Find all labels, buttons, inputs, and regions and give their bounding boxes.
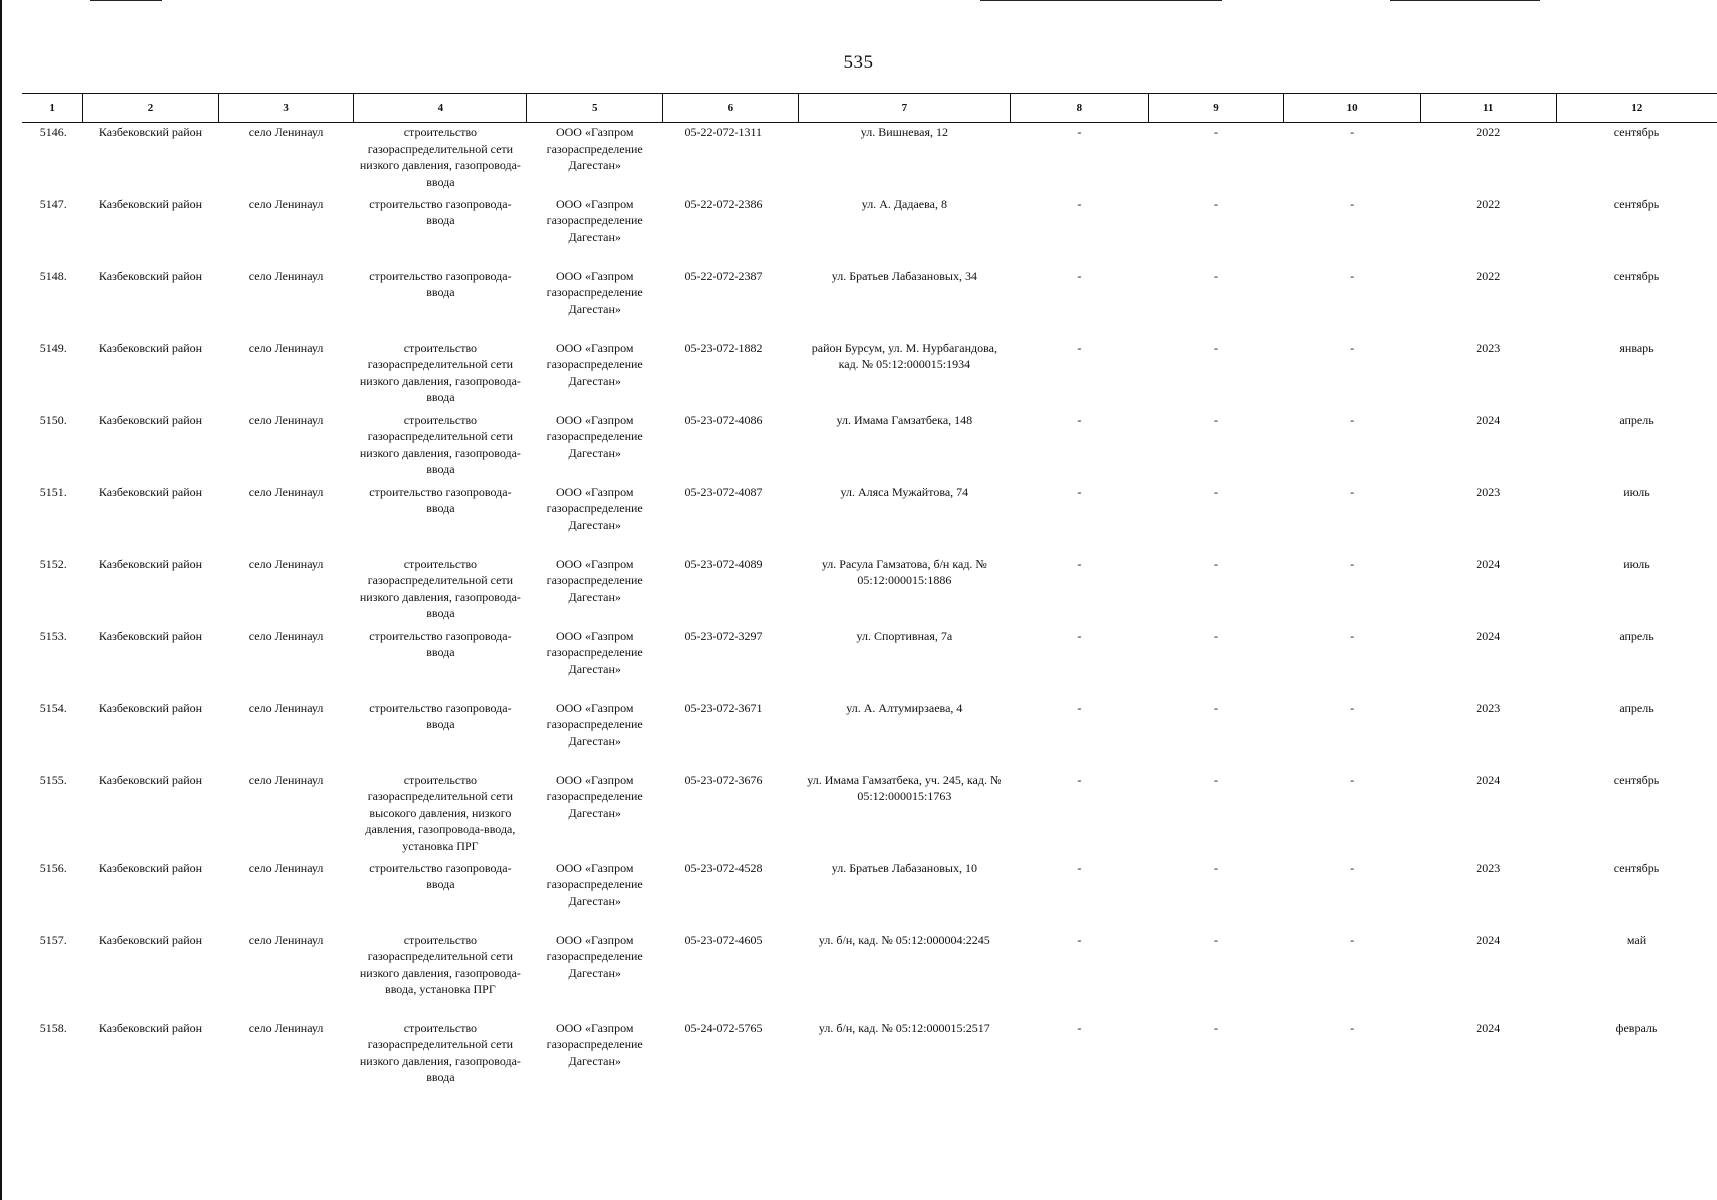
month-cell: июль (1623, 556, 1650, 571)
district-cell: Казбековский район (98, 484, 203, 499)
year-cell: 2024 (1476, 772, 1501, 787)
settlement-cell: село Ленинаул (248, 932, 324, 947)
column-header-7: 7 (798, 94, 1011, 123)
address-cell: район Бурсум, ул. М. Нурбагандова, кад. № 05:12:000015:1934 (811, 340, 997, 371)
settlement-cell: село Ленинаул (248, 772, 324, 787)
table-row (22, 699, 1717, 771)
row-number: 5158. (39, 1020, 67, 1035)
month-cell: сентябрь (1613, 860, 1660, 875)
table-row (22, 859, 1717, 931)
column-header-11: 11 (1420, 94, 1556, 123)
object-code-cell: 05-23-072-4605 (684, 932, 763, 947)
col10-cell: - (1350, 860, 1355, 875)
organization-cell: ООО «Газпром газораспределение Дагестан» (546, 340, 643, 388)
column-header-1: 1 (22, 94, 83, 123)
object-code-cell: 05-23-072-3297 (684, 628, 763, 643)
settlement-cell: село Ленинаул (248, 125, 324, 139)
object-code-cell: 05-22-072-2386 (684, 196, 763, 211)
col8-cell: - (1077, 196, 1082, 211)
scan-artifact-line (980, 0, 1222, 1)
col8-cell: - (1077, 556, 1082, 571)
settlement-cell: село Ленинаул (248, 196, 324, 211)
col10-cell: - (1350, 700, 1355, 715)
work-type-cell: строительство газопровода-ввода (369, 196, 512, 227)
col8-cell: - (1077, 932, 1082, 947)
year-cell: 2022 (1476, 268, 1501, 283)
row-number: 5148. (39, 268, 67, 283)
settlement-cell: село Ленинаул (248, 1020, 324, 1035)
settlement-cell: село Ленинаул (248, 628, 324, 643)
col10-cell: - (1350, 772, 1355, 787)
table-row (22, 411, 1717, 483)
table-header (22, 94, 1717, 123)
col10-cell: - (1350, 196, 1355, 211)
object-code-cell: 05-23-072-4087 (684, 484, 763, 499)
object-code-cell: 05-23-072-4528 (684, 860, 763, 875)
month-cell: сентябрь (1613, 196, 1660, 211)
col10-cell: - (1350, 556, 1355, 571)
object-code-cell: 05-23-072-3671 (684, 700, 763, 715)
address-cell: ул. б/н, кад. № 05:12:000004:2245 (818, 932, 990, 947)
table-row (22, 195, 1717, 267)
col10-cell: - (1350, 125, 1355, 139)
year-cell: 2022 (1476, 196, 1501, 211)
col9-cell: - (1214, 772, 1219, 787)
organization-cell: ООО «Газпром газораспределение Дагестан» (546, 700, 643, 748)
settlement-cell: село Ленинаул (248, 484, 324, 499)
district-cell: Казбековский район (98, 196, 203, 211)
col8-cell: - (1077, 1020, 1082, 1035)
work-type-cell: строительство газопровода-ввода (369, 484, 512, 515)
work-type-cell: строительство газопровода-ввода (369, 700, 512, 731)
table-row (22, 627, 1717, 699)
district-cell: Казбековский район (98, 932, 203, 947)
month-cell: май (1626, 932, 1647, 947)
col10-cell: - (1350, 628, 1355, 643)
col10-cell: - (1350, 1020, 1355, 1035)
year-cell: 2023 (1476, 484, 1501, 499)
column-header-4: 4 (354, 94, 527, 123)
year-cell: 2024 (1476, 1020, 1501, 1035)
table-body (22, 123, 1717, 1103)
col9-cell: - (1214, 268, 1219, 283)
month-cell: сентябрь (1613, 268, 1660, 283)
row-number: 5151. (39, 484, 67, 499)
column-header-9: 9 (1148, 94, 1284, 123)
object-code-cell: 05-23-072-4089 (684, 556, 763, 571)
object-code-cell: 05-23-072-1882 (684, 340, 763, 355)
col8-cell: - (1077, 860, 1082, 875)
col9-cell: - (1214, 700, 1219, 715)
district-cell: Казбековский район (98, 628, 203, 643)
month-cell: июль (1623, 484, 1650, 499)
table-row (22, 483, 1717, 555)
column-header-2: 2 (83, 94, 219, 123)
column-header-10: 10 (1284, 94, 1421, 123)
col9-cell: - (1214, 484, 1219, 499)
address-cell: ул. А. Алтумирзаева, 4 (846, 700, 963, 715)
settlement-cell: село Ленинаул (248, 268, 324, 283)
row-number: 5152. (39, 556, 67, 571)
row-number: 5146. (39, 125, 67, 139)
col9-cell: - (1214, 556, 1219, 571)
organization-cell: ООО «Газпром газораспределение Дагестан» (546, 196, 643, 244)
organization-cell: ООО «Газпром газораспределение Дагестан» (546, 268, 643, 316)
settlement-cell: село Ленинаул (248, 700, 324, 715)
settlement-cell: село Ленинаул (248, 860, 324, 875)
work-type-cell: строительство газопровода-ввода (369, 628, 512, 659)
month-cell: февраль (1615, 1020, 1658, 1035)
column-header-6: 6 (663, 94, 799, 123)
page-number: 535 (843, 52, 874, 73)
col8-cell: - (1077, 268, 1082, 283)
year-cell: 2022 (1476, 125, 1501, 139)
row-number: 5150. (39, 412, 67, 427)
col8-cell: - (1077, 628, 1082, 643)
col8-cell: - (1077, 772, 1082, 787)
work-type-cell: строительство газораспределительной сети низкого давления, газопровода-ввода (359, 125, 521, 189)
row-number: 5149. (39, 340, 67, 355)
month-cell: январь (1619, 340, 1654, 355)
organization-cell: ООО «Газпром газораспределение Дагестан» (546, 860, 643, 908)
col10-cell: - (1350, 340, 1355, 355)
row-number: 5154. (39, 700, 67, 715)
object-code-cell: 05-23-072-3676 (684, 772, 763, 787)
work-type-cell: строительство газораспределительной сети низкого давления, газопровода-ввода (359, 1020, 521, 1084)
district-cell: Казбековский район (98, 700, 203, 715)
table-row (22, 771, 1717, 859)
address-cell: ул. А. Дадаева, 8 (861, 196, 947, 211)
col10-cell: - (1350, 412, 1355, 427)
table-row (22, 339, 1717, 411)
row-number: 5157. (39, 932, 67, 947)
col9-cell: - (1214, 1020, 1219, 1035)
organization-cell: ООО «Газпром газораспределение Дагестан» (546, 412, 643, 460)
work-type-cell: строительство газопровода-ввода (369, 268, 512, 299)
address-cell: ул. Расула Гамзатова, б/н кад. № 05:12:000015:1886 (821, 556, 987, 587)
district-cell: Казбековский район (98, 340, 203, 355)
row-number: 5156. (39, 860, 67, 875)
table-row (22, 123, 1717, 195)
col8-cell: - (1077, 125, 1082, 139)
district-cell: Казбековский район (98, 125, 203, 139)
organization-cell: ООО «Газпром газораспределение Дагестан» (546, 484, 643, 532)
district-cell: Казбековский район (98, 1020, 203, 1035)
col10-cell: - (1350, 268, 1355, 283)
organization-cell: ООО «Газпром газораспределение Дагестан» (546, 556, 643, 604)
column-header-12: 12 (1556, 94, 1717, 123)
row-number: 5153. (39, 628, 67, 643)
year-cell: 2024 (1476, 628, 1501, 643)
address-cell: ул. Братьев Лабазановых, 34 (831, 268, 977, 283)
col9-cell: - (1214, 628, 1219, 643)
district-cell: Казбековский район (98, 772, 203, 787)
address-cell: ул. Имама Гамзатбека, 148 (836, 412, 973, 427)
year-cell: 2023 (1476, 340, 1501, 355)
header-row (22, 94, 1717, 123)
district-cell: Казбековский район (98, 556, 203, 571)
object-code-cell: 05-22-072-1311 (684, 125, 763, 139)
month-cell: апрель (1619, 628, 1654, 643)
col9-cell: - (1214, 196, 1219, 211)
organization-cell: ООО «Газпром газораспределение Дагестан» (546, 125, 643, 172)
col8-cell: - (1077, 700, 1082, 715)
registry-table (22, 93, 1717, 1103)
object-code-cell: 05-23-072-4086 (684, 412, 763, 427)
scan-artifact-line (90, 0, 162, 1)
work-type-cell: строительство газораспределительной сети низкого давления, газопровода-ввода (359, 340, 521, 404)
col9-cell: - (1214, 125, 1219, 139)
col10-cell: - (1350, 932, 1355, 947)
object-code-cell: 05-22-072-2387 (684, 268, 763, 283)
column-header-5: 5 (527, 94, 663, 123)
district-cell: Казбековский район (98, 268, 203, 283)
table-row (22, 1019, 1717, 1103)
row-number: 5155. (39, 772, 67, 787)
table-row (22, 555, 1717, 627)
work-type-cell: строительство газораспределительной сети низкого давления, газопровода-ввода (359, 412, 521, 476)
month-cell: сентябрь (1613, 125, 1660, 139)
month-cell: апрель (1619, 700, 1654, 715)
organization-cell: ООО «Газпром газораспределение Дагестан» (546, 1020, 643, 1068)
work-type-cell: строительство газораспределительной сети высокого давления, низкого давления, газопровода-ввода, установка ПРГ (365, 772, 516, 853)
column-header-3: 3 (218, 94, 354, 123)
year-cell: 2024 (1476, 556, 1501, 571)
work-type-cell: строительство газопровода-ввода (369, 860, 512, 891)
organization-cell: ООО «Газпром газораспределение Дагестан» (546, 628, 643, 676)
address-cell: ул. б/н, кад. № 05:12:000015:2517 (818, 1020, 990, 1035)
address-cell: ул. Имама Гамзатбека, уч. 245, кад. № 05:12:000015:1763 (807, 772, 1002, 803)
address-cell: ул. Братьев Лабазановых, 10 (831, 860, 977, 875)
year-cell: 2023 (1476, 700, 1501, 715)
year-cell: 2024 (1476, 412, 1501, 427)
address-cell: ул. Аляса Мужайтова, 74 (840, 484, 969, 499)
col9-cell: - (1214, 340, 1219, 355)
year-cell: 2024 (1476, 932, 1501, 947)
table-row (22, 931, 1717, 1019)
organization-cell: ООО «Газпром газораспределение Дагестан» (546, 932, 643, 980)
scan-edge (0, 0, 2, 1200)
col9-cell: - (1214, 860, 1219, 875)
row-number: 5147. (39, 196, 67, 211)
col8-cell: - (1077, 340, 1082, 355)
settlement-cell: село Ленинаул (248, 556, 324, 571)
col8-cell: - (1077, 412, 1082, 427)
address-cell: ул. Спортивная, 7а (856, 628, 953, 643)
settlement-cell: село Ленинаул (248, 340, 324, 355)
work-type-cell: строительство газораспределительной сети низкого давления, газопровода-ввода (359, 556, 521, 620)
month-cell: апрель (1619, 412, 1654, 427)
settlement-cell: село Ленинаул (248, 412, 324, 427)
col8-cell: - (1077, 484, 1082, 499)
col9-cell: - (1214, 932, 1219, 947)
table-row (22, 267, 1717, 339)
work-type-cell: строительство газораспределительной сети низкого давления, газопровода-ввода, установка ПРГ (359, 932, 521, 996)
month-cell: сентябрь (1613, 772, 1660, 787)
district-cell: Казбековский район (98, 860, 203, 875)
address-cell: ул. Вишневая, 12 (860, 125, 948, 139)
year-cell: 2023 (1476, 860, 1501, 875)
col9-cell: - (1214, 412, 1219, 427)
col10-cell: - (1350, 484, 1355, 499)
object-code-cell: 05-24-072-5765 (684, 1020, 763, 1035)
district-cell: Казбековский район (98, 412, 203, 427)
organization-cell: ООО «Газпром газораспределение Дагестан» (546, 772, 643, 820)
scan-artifact-line (1390, 0, 1540, 1)
column-header-8: 8 (1011, 94, 1149, 123)
